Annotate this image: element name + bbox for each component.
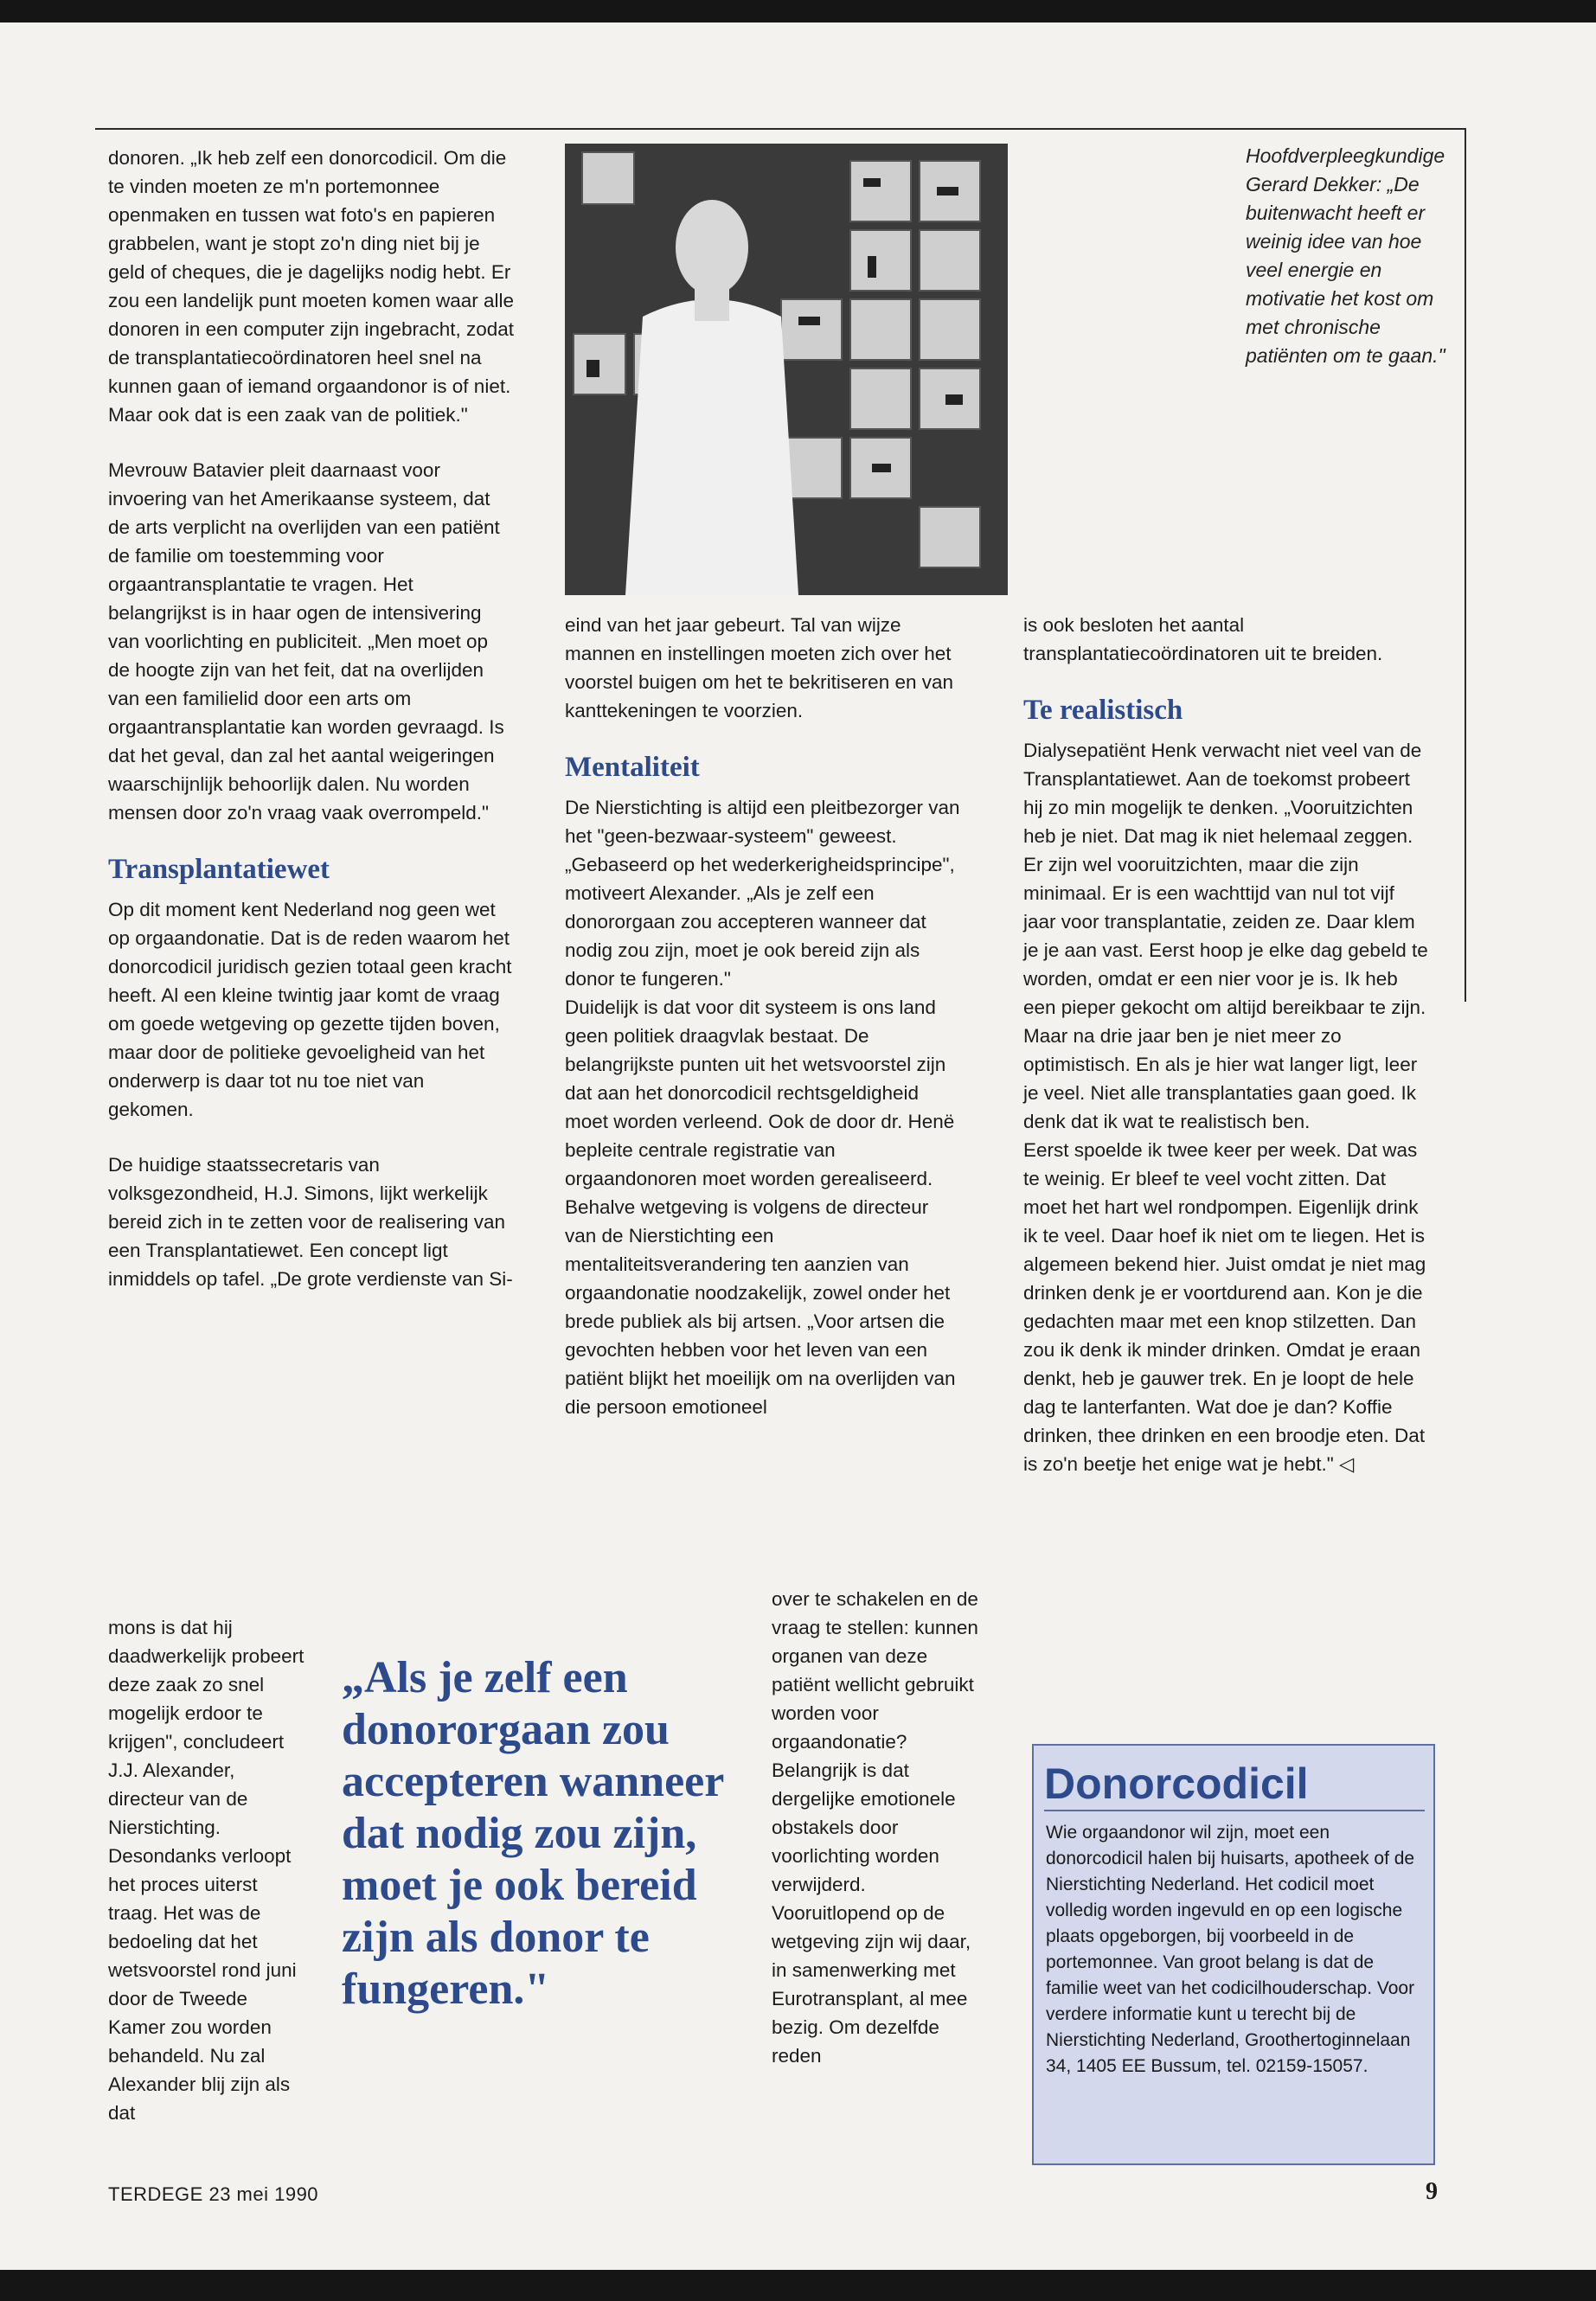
col3-paragraph-2: Dialysepatiënt Henk verwacht niet veel van de Transplantatiewet. Aan de toekomst probeert hij zo min mogelijk te denken. „Vooruitzichten heb je niet. Dat mag ik niet helemaal zeggen. Er zijn wel vooruitzichten, maar die zijn minimaal. Er is een wachttijd van nul tot vijf jaar voor transplantatie, zeiden ze. Daar klem je je aan vast. Eerst hoop je elke dag gebeld te worden, omdat er een nier voor je is. Ik heb een pieper gekocht om altijd bereikbaar te zijn. Maar na drie jaar ben je niet meer zo optimistisch. En als je hier wat langer ligt, leer je veel. Niet alle transplantaties gaan goed. Ik denk dat ik wat te realistisch ben. xyxy=(1023,740,1428,1132)
col1-paragraph-2: Mevrouw Batavier pleit daarnaast voor invoering van het Amerikaanse systeem, dat de arts verplicht na overlijden van een patiënt de familie om toestemming voor orgaantransplantatie te vragen. Het belangrijkst is in haar ogen de intensivering van voorlichting en publiciteit. „Men moet op de hoogte zijn van het feit, dat na overlijden van een familielid door een arts om orgaantransplantatie kan worden gevraagd. Is dat het geval, dan zal het aantal weigeringen waarschijnlijk behoorlijk dalen. Nu worden mensen door zo'n vraag vaak overrompeld." xyxy=(108,459,504,824)
page-number: 9 xyxy=(1426,2178,1438,2205)
pull-quote: „Als je zelf een donororgaan zou accepteren wanneer dat nodig zou zijn, moet je ook bereid zijn als donor te fungeren." xyxy=(342,1653,724,2014)
heading-transplantatiewet: Transplantatiewet xyxy=(108,854,330,885)
column-2 xyxy=(565,611,963,1421)
col3-paragraph-1: is ook besloten het aantal transplantatiecoördinatoren uit te breiden. xyxy=(1023,614,1383,664)
col2-paragraph-2: De Nierstichting is altijd een pleitbezorger van het "geen-bezwaar-systeem" geweest. „Gebaseerd op het wederkerigheidsprincipe", motiveert Alexander. „Als je zelf een donororgaan zou accepteren wanneer dat nodig zou zijn, moet je ook bereid zijn als donor te fungeren." xyxy=(565,797,960,990)
col3-paragraph-3: Eerst spoelde ik twee keer per week. Dat was te weinig. Er bleef te veel vocht zitten. Dat moet het hart wel rondpompen. Eigenlijk drink ik te veel. Daar hoef ik niet om te liegen. Het is algemeen bekend hier. Juist omdat je niet mag drinken denk je er voortdurend aan. Kon je die gedachten maar met een knop stilzetten. Dan zou ik denk ik minder drinken. Omdat je eraan denkt, heb je gauwer trek. En je loopt de hele dag te lanterfanten. Wat doe je dan? Koffie drinken, thee drinken en een broodje eten. Dat is zo'n beetje het enige wat je hebt." ◁ xyxy=(1023,1139,1426,1475)
column-1 xyxy=(108,144,515,1293)
bottom-border xyxy=(0,2270,1596,2301)
top-border xyxy=(0,0,1596,22)
col2-paragraph-1: eind van het jaar gebeurt. Tal van wijze mannen en instellingen moeten zich over het voorstel buigen om het te bekritiseren en van kanttekeningen te voorzien. xyxy=(565,614,954,721)
col1-narrow-text: mons is dat hij daadwerkelijk probeert deze zaak zo snel mogelijk erdoor te krijgen", concludeert J.J. Alexander, directeur van de Nierstichting. Desondanks verloopt het proces uiterst traag. Het was de bedoeling dat het wetsvoorstel rond juni door de Tweede Kamer zou worden behandeld. Nu zal Alexander blij zijn als dat xyxy=(108,1617,304,2124)
col2-paragraph-4: Behalve wetgeving is volgens de directeur van de Nierstichting een mentaliteitsverandering ten aanzien van orgaandonatie noodzakelijk, zowel onder het brede publiek als bij artsen. „Voor artsen die gevochten hebben voor het leven van een patiënt blijkt het moeilijk om na overlijden van die persoon emotioneel xyxy=(565,1196,956,1418)
right-rule xyxy=(1465,128,1466,1002)
col2-narrow-text: over te schakelen en de vraag te stellen: kunnen organen van deze patiënt wellicht gebruikt worden voor orgaandonatie? Belangrijk is dat dergelijke emotionele obstakels door voorlichting worden verwijderd. Vooruitlopend op de wetgeving zijn wij daar, in samenwerking met Eurotransplant, al mee bezig. Om dezelfde reden xyxy=(772,1588,978,2067)
nurse-photo xyxy=(565,144,1008,595)
col1-paragraph-1: donoren. „Ik heb zelf een donorcodicil. Om die te vinden moeten ze m'n portemonnee openmaken en tussen wat foto's en papieren grabbelen, want je stopt zo'n ding niet bij je geld of cheques, die je dagelijks nodig hebt. Er zou een landelijk punt moeten komen waar alle donoren in een computer zijn ingebracht, zodat de transplantatiecoördinatoren heel snel na kunnen gaan of iemand orgaandonor is of niet. Maar ook dat is een zaak van de politiek." xyxy=(108,147,515,426)
heading-mentaliteit: Mentaliteit xyxy=(565,752,700,783)
column-3 xyxy=(1023,611,1430,1478)
heading-te-realistisch: Te realistisch xyxy=(1023,695,1183,726)
top-rule xyxy=(95,128,1466,130)
sidebar-title: Donorcodicil xyxy=(1044,1746,1425,1811)
col2-paragraph-3: Duidelijk is dat voor dit systeem is ons land geen politiek draagvlak bestaat. De belangrijkste punten uit het wetsvoorstel zijn dat aan het donorcodicil rechtsgeldigheid moet worden verleend. Ook de door dr. Henë bepleite centrale registratie van orgaandonoren moet worden gerealiseerd. xyxy=(565,997,955,1189)
sidebar-body: Wie orgaandonor wil zijn, moet een donorcodicil halen bij huisarts, apotheek of de Nierstichting Nederland. Het codicil moet volledig worden ingevuld en op een logische plaats opgeborgen, bij voorbeeld in de portemonnee. Van groot belang is dat de familie weet van het codicilhouderschap. Voor verdere informatie kunt u terecht bij de Nierstichting Nederland, Groothertoginnelaan 34, 1405 EE Bussum, tel. 02159-15057. xyxy=(1046,1823,1415,2076)
col1-paragraph-4: De huidige staatssecretaris van volksgezondheid, H.J. Simons, lijkt werkelijk bereid zich in te zetten voor de realisering van een Transplantatiewet. Een concept ligt inmiddels op tafel. „De grote verdienste van Si- xyxy=(108,1154,513,1290)
photo-illustration xyxy=(565,144,1008,595)
photo-caption: Hoofdverpleegkundige Gerard Dekker: „De buitenwacht heeft er weinig idee van hoe veel energie en motivatie het kost om met chronische patiënten om te gaan." xyxy=(1246,144,1445,367)
publication-footer: TERDEGE 23 mei 1990 xyxy=(108,2183,319,2205)
donorcodicil-box xyxy=(1032,1744,1435,2165)
col1-paragraph-3: Op dit moment kent Nederland nog geen wet op orgaandonatie. Dat is de reden waarom het donorcodicil juridisch gezien totaal geen kracht heeft. Al een kleine twintig jaar komt de vraag om goede wetgeving op gezette tijden boven, maar door de politieke gevoeligheid van het onderwerp is daar tot nu toe niet van gekomen. xyxy=(108,899,512,1120)
